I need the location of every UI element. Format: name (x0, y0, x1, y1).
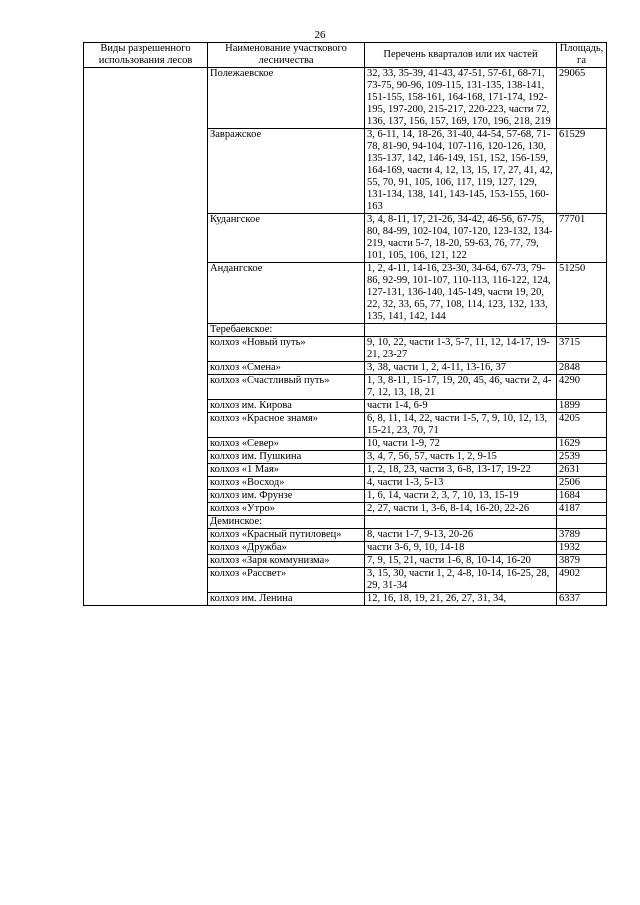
quarters-cell: 1, 2, 18, 23, части 3, 6-8, 13-17, 19-22 (365, 464, 557, 477)
table-header-row (84, 43, 607, 68)
area-cell: 3789 (557, 529, 607, 542)
quarters-cell: 3, 38, части 1, 2, 4-11, 13-16, 37 (365, 362, 557, 375)
quarters-cell: 7, 9, 15, 21, части 1-6, 8, 10-14, 16-20 (365, 555, 557, 568)
quarters-cell: 1, 2, 4-11, 14-16, 23-30, 34-64, 67-73, 79-86, 92-99, 101-107, 110-113, 116-122, 124, 127-131, 136-140, 145-149, части 19, 20, 22, 32, 33, 65, 77, 108, 114, 123, 132, 133, 135, 141, 142, 144 (365, 263, 557, 324)
forestry-name-cell: колхоз «Рассвет» (208, 568, 365, 593)
quarters-cell: 3, 4, 8-11, 17, 21-26, 34-42, 46-56, 67-75, 80, 84-99, 102-104, 107-120, 123-132, 134-219, части 5-7, 18-20, 59-63, 76, 77, 79, 101, 105, 106, 121, 122 (365, 214, 557, 263)
area-cell: 2506 (557, 477, 607, 490)
area-cell: 2539 (557, 451, 607, 464)
quarters-cell (365, 516, 557, 529)
area-cell: 3715 (557, 337, 607, 362)
quarters-cell: 1, 3, 8-11, 15-17, 19, 20, 45, 46, части 2, 4-7, 12, 13, 18, 21 (365, 375, 557, 400)
forest-use-table (83, 42, 607, 606)
area-cell: 1629 (557, 438, 607, 451)
quarters-cell: 10, части 1-9, 72 (365, 438, 557, 451)
header-area: Площадь, га (557, 43, 607, 68)
area-cell: 4902 (557, 568, 607, 593)
forestry-name-cell: колхоз «Красное знамя» (208, 413, 365, 438)
forestry-name-cell: Кудангское (208, 214, 365, 263)
page-number: 26 (314, 29, 326, 41)
header-quarters: Перечень кварталов или их частей (365, 43, 557, 68)
forestry-name-cell: колхоз «Север» (208, 438, 365, 451)
area-cell: 3879 (557, 555, 607, 568)
quarters-cell: 1, 6, 14, части 2, 3, 7, 10, 13, 15-19 (365, 490, 557, 503)
area-cell: 4205 (557, 413, 607, 438)
header-forestry: Наименование участкового лесничества (208, 43, 365, 68)
quarters-cell: 9, 10, 22, части 1-3, 5-7, 11, 12, 14-17, 19-21, 23-27 (365, 337, 557, 362)
area-cell (557, 324, 607, 337)
quarters-cell: 3, 6-11, 14, 18-26, 31-40, 44-54, 57-68, 71-78, 81-90, 94-104, 107-116, 120-126, 130, 135-137, 142, 146-149, 151, 152, 156-159, 164-169, части 4, 12, 13, 15, 17, 27, 41, 42, 55, 70, 91, 105, 106, 117, 119, 127, 129, 131-134, 138, 141, 143-145, 153-155, 160-163 (365, 129, 557, 214)
quarters-cell: 6, 8, 11, 14, 22, части 1-5, 7, 9, 10, 12, 13, 15-21, 23, 70, 71 (365, 413, 557, 438)
forestry-name-cell: колхоз «Счастливый путь» (208, 375, 365, 400)
forestry-name-cell: колхоз им. Фрунзе (208, 490, 365, 503)
quarters-cell: части 3-6, 9, 10, 14-18 (365, 542, 557, 555)
forestry-name-cell: Полежаевское (208, 68, 365, 129)
area-cell: 1932 (557, 542, 607, 555)
quarters-cell: 12, 16, 18, 19, 21, 26, 27, 31, 34, (365, 593, 557, 606)
forestry-name-cell: колхоз им. Кирова (208, 400, 365, 413)
table-body (84, 68, 607, 606)
quarters-cell (365, 324, 557, 337)
forestry-name-cell: колхоз им. Ленина (208, 593, 365, 606)
area-cell: 2848 (557, 362, 607, 375)
area-cell (557, 516, 607, 529)
usage-cell (84, 68, 208, 606)
forestry-name-cell: Завражское (208, 129, 365, 214)
area-cell: 61529 (557, 129, 607, 214)
forestry-name-cell: Теребаевское: (208, 324, 365, 337)
quarters-cell: 2, 27, части 1, 3-6, 8-14, 16-20, 22-26 (365, 503, 557, 516)
area-cell: 1899 (557, 400, 607, 413)
forestry-name-cell: колхоз «Новый путь» (208, 337, 365, 362)
forestry-name-cell: колхоз «Красный путиловец» (208, 529, 365, 542)
area-cell: 4290 (557, 375, 607, 400)
table-row (84, 68, 607, 129)
quarters-cell: 32, 33, 35-39, 41-43, 47-51, 57-61, 68-71, 73-75, 90-96, 109-115, 131-135, 138-141, 151-155, 158-161, 164-168, 171-174, 192-195, 197-200, 215-217, 220-223, части 72, 136, 137, 156, 157, 169, 170, 196, 218, 219 (365, 68, 557, 129)
area-cell: 6337 (557, 593, 607, 606)
area-cell: 77701 (557, 214, 607, 263)
quarters-cell: 4, части 1-3, 5-13 (365, 477, 557, 490)
area-cell: 29065 (557, 68, 607, 129)
quarters-cell: части 1-4, 6-9 (365, 400, 557, 413)
forestry-name-cell: колхоз «1 Мая» (208, 464, 365, 477)
quarters-cell: 8, части 1-7, 9-13, 20-26 (365, 529, 557, 542)
forestry-name-cell: колхоз «Заря коммунизма» (208, 555, 365, 568)
forestry-name-cell: колхоз «Смена» (208, 362, 365, 375)
forestry-name-cell: Андангское (208, 263, 365, 324)
header-usage: Виды разрешенного использования лесов (84, 43, 208, 68)
area-cell: 2631 (557, 464, 607, 477)
quarters-cell: 3, 15, 30, части 1, 2, 4-8, 10-14, 16-25, 28, 29, 31-34 (365, 568, 557, 593)
area-cell: 51250 (557, 263, 607, 324)
forestry-name-cell: колхоз «Восход» (208, 477, 365, 490)
quarters-cell: 3, 4, 7, 56, 57, часть 1, 2, 9-15 (365, 451, 557, 464)
area-cell: 4187 (557, 503, 607, 516)
forestry-name-cell: Деминское: (208, 516, 365, 529)
forestry-name-cell: колхоз им. Пушкина (208, 451, 365, 464)
forestry-name-cell: колхоз «Утро» (208, 503, 365, 516)
area-cell: 1684 (557, 490, 607, 503)
forestry-name-cell: колхоз «Дружба» (208, 542, 365, 555)
